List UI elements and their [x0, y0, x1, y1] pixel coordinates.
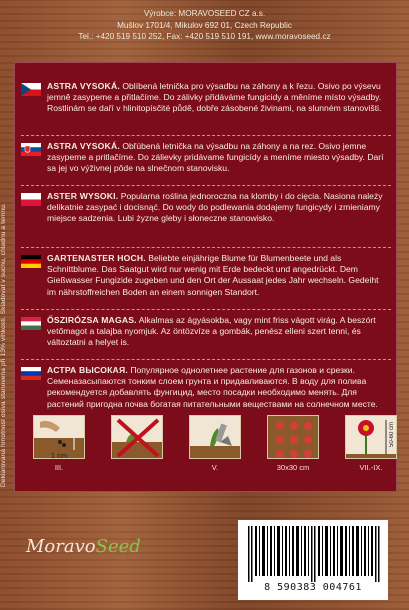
sowing-depth-label: 1 cm	[50, 451, 68, 460]
spacing-label: 30x30 cm	[276, 463, 310, 472]
transplant-icon	[189, 415, 241, 459]
czech-flag-icon	[21, 83, 41, 96]
barcode-number: 8 590383 004761	[264, 582, 362, 593]
section-text: Популярное однолетнее растение для газонов и срезки. Семеназасыпаются тонким слоем грунта и придавливаются. В воду для полива рекомендуется добавлять фунгицид, место посадки необходимо менять. Для растений пригодна почва богатая питательными веществами на солнечном месте.	[47, 365, 378, 409]
section-title: ASTER WYSOKI.	[47, 191, 119, 201]
divider	[21, 309, 391, 310]
section-text: Obľúbená letnička na výsadbu na záhony a na rez. Osivo jemne zasypeme a pritlačíme. Do zálievky pridávame fungicídy a meníme miesto výsadby. Darí sa jej vo výživnej pôde na slnečnom stanovisku.	[47, 141, 384, 174]
logo-part-seed: Seed	[95, 536, 141, 557]
spacing-icon	[267, 415, 319, 459]
section-title: GARTENASTER HOCH.	[47, 253, 146, 263]
section-text: Oblíbená letnička pro výsadbu na záhony a k řezu. Osivo po výsevu jemně zasypeme a přitlačíme. Do zálivky přidáváme fungicidy a měníme místo výsadby. Rostlinám se daří v hlinitopísčité půdě, dobře zásobené živinami, na slunném stanovišti.	[47, 81, 382, 114]
slovak-flag-icon	[21, 143, 41, 156]
instructions-panel	[14, 62, 397, 492]
barcode-bars-icon	[246, 526, 380, 582]
divider	[21, 247, 391, 248]
polish-flag-icon	[21, 193, 41, 206]
logo-part-moravo: Moravo	[26, 536, 96, 557]
cultivation-icons	[15, 415, 398, 505]
section-title: АСТРА ВЫСОКАЯ.	[47, 365, 128, 375]
russian-flag-icon	[21, 367, 41, 380]
moravoseed-logo	[26, 536, 141, 557]
section-title: ŐSZIRÓZSA MAGAS.	[47, 315, 137, 325]
producer-header	[0, 0, 409, 62]
producer-name: Výrobce: MORAVOSEED CZ a.s.	[143, 9, 266, 18]
flower-height-icon	[345, 415, 397, 459]
divider	[21, 135, 391, 136]
storage-note-text: Deklarovaná hmotnost osiva stanovena při 13% vlhkosti. Skladovat v suchu, chladnu a temnu.	[0, 203, 7, 487]
no-direct-sowing-icon	[111, 415, 163, 459]
flowering-months-label: VII.-IX.	[359, 463, 383, 472]
section-title: ASTRA VYSOKÁ.	[47, 81, 120, 91]
section-text: Alkalmas az ágyásokba, vagy mint friss vágott virág. A beszórt vetőmagot a talajba nyomjuk. Az öntözvíze a gombák, penész elleni szert tenni, és változtatni a helyet is.	[47, 315, 376, 348]
producer-contact: Tel.: +420 519 510 252, Fax: +420 519 510 191, www.moravoseed.cz	[78, 32, 331, 41]
german-flag-icon	[21, 255, 41, 268]
divider	[21, 359, 391, 360]
barcode	[238, 520, 388, 600]
section-text: Popularna roślina jednoroczna na klomby i do cięcia. Nasiona należy delikatnie zasypać i docisnąć. Do wody do podlewania dodajemy fungicydy i zmieniamy miejsce sadzenia. Lubi żyzne gleby i słoneczne stanowisko.	[47, 191, 383, 224]
producer-address: Mušlov 1701/4, Mikulov 692 01, Czech Republic	[117, 20, 292, 30]
hungarian-flag-icon	[21, 317, 41, 330]
transplant-month-label: V.	[211, 463, 219, 472]
section-title: ASTRA VYSOKÁ.	[47, 141, 120, 151]
sowing-month-label: III.	[54, 463, 64, 472]
divider	[21, 185, 391, 186]
section-text: Beliebte einjährige Blume für Blumenbeete und als Schnittblume. Das Saatgut wird nur wenig mit Erde bedeckt und angedrückt. Dem Gießwasser Fungizide zugeben und den Ort der Aussaat jedes Jahr wechseln. Gedeiht im nährstoffreichen Boden an einem sonnigen Standort.	[47, 253, 379, 297]
flower-height-label: 50-60 cm	[389, 422, 395, 448]
